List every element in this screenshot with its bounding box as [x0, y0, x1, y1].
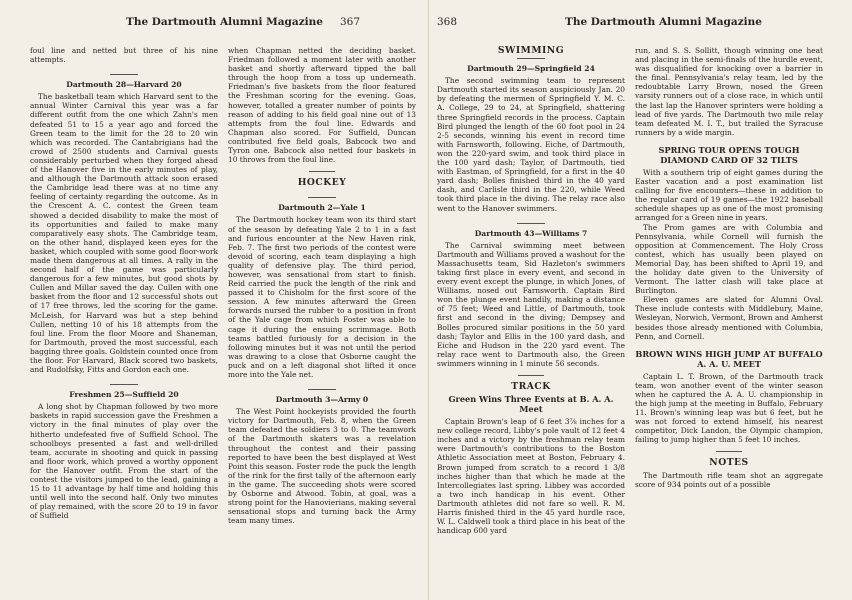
paragraph: The Dartmouth hockey team won its third start of the season by defeating Yale 2 to 1 in a fast and furious encounter at the New Haven rink, Feb. 7. The first two periods of the contest were devoid of scoring, each team displaying a high quality of defensive play. The third period, however, was sensational from start to finish. Reid carried the puck the length of the rink and passed it to Chisholm for the first score of the session. A few minutes afterward the Green forwards nursed the rubber to a position in front of the Yale cage from which Foster was able to cage it during the ensuing scrimmage. Both teams battled furiously for a decision in the following minutes but it was not until the period was drawing to a close that Osborne caught the puck and on a left diagonal shot lifted it once more into the Yale net. [228, 215, 416, 379]
paragraph: The Dartmouth rifle team shot an aggregate score of 934 points out of a possible [635, 470, 823, 489]
subheading: Freshmen 25—Suffield 20 [30, 384, 218, 399]
section-heading: HOCKEY [297, 177, 347, 189]
article-heading: BROWN WINS HIGH JUMP AT BUFFALO A. A. U. MEET [635, 348, 823, 369]
paragraph: The basketball team which Harvard sent to the annual Winter Carnival this year was a far different outfit from the one which Zahn's men defeated 51 to 15 a year ago and forced the Green team to the limit for the 28 to 20 win which was recorded. The Cantabrigians had the crowd of 2500 students and Carnival guests considerably perturbed when they forged ahead of the Hanover five in the early minutes of play, and although the Dartmouth attack soon erased the Cambridge lead there was at no time any feeling of certainty regarding the outcome. As in the Crescent A. C. contest the Green team showed a decided disability to make the most of its opportunities and failed to make many comparatively easy shots. The Cambridge team, on the other hand, displayed keen eyes for the basket, which coupled with some good floor-work made them dangerous at all times. A rally in the second half of the game was particularly dangerous for a few minutes, but good shots by Cullen and Millar saved the day. Cullen with one basket from the floor and 12 successful shots out of 17 free throws, led the scoring for the game. McLeish, for Harvard was but a step behind Cullen, netting 10 of his 18 attempts from the foul line. From the floor Moore and Shaneman, for Dartmouth, proved the most successful, each bagging three goals. Goldstein counted once from the floor. For Harvard, Black scored two baskets, and Rudolfsky, Fitts and Gordon each one. [30, 92, 218, 375]
running-head: The Dartmouth Alumni Magazine [565, 16, 762, 28]
page-number: 367 [340, 16, 361, 28]
paragraph: The Prom games are with Columbia and Pennsylvania, while Cornell will furnish the opposition at Commencement. The Holy Cross contest, which has usually been played on Memorial Day, has been shifted to April 19, and the holiday date given to the University of Vermont. The latter clash will take place at Burlington. [635, 222, 823, 296]
right-column-2 [635, 46, 823, 489]
subheading: Dartmouth 3—Army 0 [228, 389, 416, 404]
subheading: Green Wins Three Events at B. A. A. Meet [448, 394, 614, 415]
right-page [428, 0, 852, 600]
subheading: Dartmouth 28—Harvard 20 [30, 74, 218, 89]
section-heading: TRACK [511, 381, 551, 392]
divider [716, 451, 742, 452]
paragraph: foul line and netted but three of his nine attempts. [30, 46, 218, 65]
running-head: The Dartmouth Alumni Magazine [126, 16, 323, 28]
subheading: Dartmouth 43—Williams 7 [437, 223, 625, 238]
subheading: Dartmouth 2—Yale 1 [228, 197, 416, 212]
paragraph: Captain Brown's leap of 6 feet 3⅞ inches for a new college record, Libby's pole vault of 12 feet 4 inches and a victory by the freshman relay team were Dartmouth's contributions to the Boston Athletic Association meet at Boston, February 4. Brown jumped from scratch to a record 1 3/8 inches higher than that which he made at the Intercollegiates last spring. Libbey was accorded a two inch handicap in his event. Other Dartmouth athletes did not fare so well. R. M. Harris finished third in the 45 yard hurdle race, W. L. Caldwell took a third place in his beat of the handicap 600 yard [437, 417, 625, 536]
section-heading: NOTES [709, 457, 749, 469]
left-page-header [0, 16, 428, 30]
paragraph: With a southern trip of eight games during the Easter vacation and a post examination list calling for five encounters—these in addition to the regular card of 19 games—the 1922 baseball schedule shapes up as one of the most promising arranged for a Green nine in years. [635, 167, 823, 223]
right-column-1 [437, 46, 625, 535]
paragraph: The Carnival swimming meet between Dartmouth and Williams proved a washout for the Massachusetts team, Sid Hazleton's swimmers taking first place in every event, and second in every event except the plunge, in which Jones, of Williams, nosed out Farnsworth. Captain Bird won the plunge event handily, making a distance of 75 feet; Weed and Little, of Dartmouth, took first and second in the diving; Dempsey and Bolles procured similar positions in the 50 yard dash; Taylor and Ellis in the 100 yard dash, and Eiche and Hudson in the 220 yard event. The relay race went to Dartmouth also, the Green swimmers winning in 1 minute 56 seconds. [437, 240, 625, 368]
divider [518, 375, 544, 376]
subheading: Dartmouth 29—Springfield 24 [437, 58, 625, 73]
paragraph: run, and S. S. Sollitt, though winning one heat and placing in the semi-finals of the hurdle event, was disqualified for knocking over a barrier in the final. Pennsylvania's relay team, led by the redoubtable Larry Brown, nosed the Green varsity runners out of a close race, in which until the last lap the Hanover sprinters were holding a lead of five yards. The Dartmouth two mile relay team defeated M. I. T., but trailed the Syracuse runners by a wide margin. [635, 46, 823, 137]
paragraph: Captain L. T. Brown, of the Dartmouth track team, won another event of the winter season when he captured the A. A. U. championship in the high jump at the meeting in Buffalo, February 11. Brown's winning leap was but 6 feet, but he was not forced to extend himself, his nearest competitor, Dick Landon, the Olympic champion, failing to jump higher than 5 feet 10 inches. [635, 371, 823, 445]
paragraph: The second swimming team to represent Dartmouth started its season auspiciously Jan. 20 by defeating the mermen of Springfield Y. M. C. A. College, 29 to 24, at Springfield, shattering three Springfield records in the process. Captain Bird plunged the length of the 60 foot pool in 24 2-5 seconds, winning his event in record time with Farnsworth, following. Eiche, of Dartmouth, won the 220-yard swim, and took third place in the 100 yard dash; Taylor, of Dartmouth, tied with Eastman, of Springfield, for a first in the 40 yard dash; Bolles finished third in the 40 yard dash, and Carlisle third in the 220, while Weed took third place in the diving. The relay race also went to the Hanover swimmers. [437, 76, 625, 213]
paragraph: The West Point hockeyists provided the fourth victory for Dartmouth, Feb. 8, when the Green team defeated the soldiers 3 to 0. The teamwork of the Dartmouth skaters was a revelation throughout the contest and their passing reported to have been the best displayed at West Point this season. Foster rode the puck the length of the rink for the first tally of the afternoon early in the game. The succeeding shots were scored by Osborne and Atwood. Tobin, at goal, was a strong point for the Hanovierians, making several sensational stops and turning back the Army team many times. [228, 407, 416, 526]
section-heading: SWIMMING [497, 45, 565, 56]
divider [309, 171, 335, 172]
article-heading: SPRING TOUR OPENS TOUGH DIAMOND CARD OF 32 TILTS [658, 144, 800, 165]
paragraph: A long shot by Chapman followed by two more baskets in rapid succession gave the Freshmen a victory in the final minutes of play over the hitherto undefeated five of Suffield School. The schoolboys presented a fast and well-drilled team, accurate in shooting and quick in passing and floor work, which proved a worthy opponent for the Hanover outfit. From the start of the contest the visitors jumped to the lead, gaining a 15 to 11 advantage by half time and holding this until well into the second half. Only two minutes of play remained, with the score 20 to 19 in favor of Suffield [30, 402, 218, 521]
paragraph: when Chapman netted the deciding basket. Friedman followed a moment later with another basket and shortly afterward tipped the ball through the hoop from a toss up underneath. Friedman's five baskets from the floor featured the Freshman scoring for the evening. Goas, however, totalled a greater number of points by reason of adding to his field goal nine out of 13 attempts from the foul line. Edwards and Chapman also scored. For Suffield, Duncan contributed five field goals, Babcock two and Tyron one. Babcock also netted four baskets in 10 throws from the foul line. [228, 46, 416, 165]
paragraph: Eleven games are slated for Alumni Oval. These include contests with Middlebury, Maine, Wesleyan, Norwich, Vermont, Brown and Amherst besides those already mentioned with Columbia, Penn, and Cornell. [635, 295, 823, 341]
right-page-header [429, 16, 852, 30]
left-column-2 [228, 46, 416, 525]
left-column-1 [30, 46, 218, 521]
page-number: 368 [437, 16, 458, 28]
